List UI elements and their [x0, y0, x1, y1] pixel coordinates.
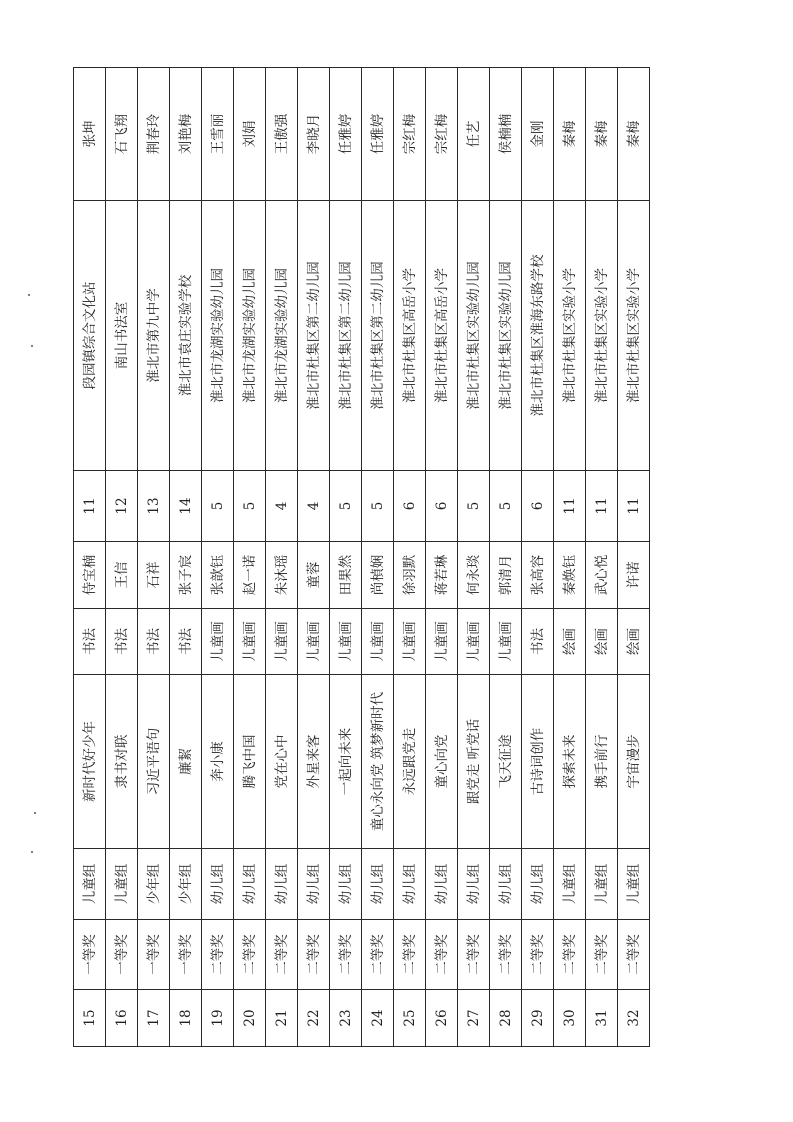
cell-title: 习近平语句 — [138, 675, 170, 849]
cell-unit: 淮北市第九中学 — [138, 201, 170, 471]
cell-title: 腾飞中国 — [234, 675, 266, 849]
cell-title: 奔小康 — [202, 675, 234, 849]
cell-title: 廉絜 — [170, 675, 202, 849]
cell-teacher: 刘娟 — [234, 68, 266, 201]
cell-author: 童蓉 — [298, 542, 330, 609]
table-row — [618, 68, 650, 1047]
cell-unit: 淮北市袁庄实验学校 — [170, 201, 202, 471]
cell-award: 二等奖 — [266, 920, 298, 990]
cell-unit: 淮北市龙湖实验幼儿园 — [266, 201, 298, 471]
cell-group: 儿童组 — [554, 849, 586, 920]
cell-author: 徐羽默 — [394, 542, 426, 609]
cell-author: 赵一诺 — [234, 542, 266, 609]
cell-title: 童心向党 — [426, 675, 458, 849]
cell-category: 儿童画 — [426, 609, 458, 675]
cell-age: 5 — [234, 471, 266, 542]
cell-author: 尚楨娴 — [362, 542, 394, 609]
table-row — [266, 68, 298, 1047]
cell-title: 跟党走 听党话 — [458, 675, 490, 849]
cell-teacher: 王傲强 — [266, 68, 298, 201]
cell-age: 4 — [298, 471, 330, 542]
cell-age: 14 — [170, 471, 202, 542]
cell-category: 书法 — [106, 609, 138, 675]
cell-award: 二等奖 — [618, 920, 650, 990]
table-row — [170, 68, 202, 1047]
cell-unit: 淮北市杜集区实验小学 — [586, 201, 618, 471]
cell-award: 二等奖 — [554, 920, 586, 990]
cell-author: 王信 — [106, 542, 138, 609]
cell-award: 二等奖 — [362, 920, 394, 990]
scan-speck — [31, 345, 33, 347]
cell-author: 张高容 — [522, 542, 554, 609]
cell-author: 秦焕钰 — [554, 542, 586, 609]
cell-teacher: 秦梅 — [554, 68, 586, 201]
cell-no: 16 — [106, 990, 138, 1047]
cell-title: 永远跟党走 — [394, 675, 426, 849]
cell-teacher: 任雅婷 — [362, 68, 394, 201]
table-row — [202, 68, 234, 1047]
cell-no: 29 — [522, 990, 554, 1047]
cell-category: 儿童画 — [202, 609, 234, 675]
cell-age: 12 — [106, 471, 138, 542]
cell-group: 幼儿组 — [330, 849, 362, 920]
scan-speck — [28, 294, 30, 296]
table-row — [138, 68, 170, 1047]
cell-unit: 南山书法室 — [106, 201, 138, 471]
cell-award: 二等奖 — [522, 920, 554, 990]
cell-award: 二等奖 — [298, 920, 330, 990]
cell-author: 武心悦 — [586, 542, 618, 609]
cell-no: 21 — [266, 990, 298, 1047]
cell-teacher: 荆春玲 — [138, 68, 170, 201]
table-row — [362, 68, 394, 1047]
cell-title: 古诗词创作 — [522, 675, 554, 849]
cell-award: 二等奖 — [234, 920, 266, 990]
cell-no: 25 — [394, 990, 426, 1047]
cell-teacher: 王雪丽 — [202, 68, 234, 201]
cell-no: 18 — [170, 990, 202, 1047]
cell-title: 隶书对联 — [106, 675, 138, 849]
cell-award: 一等奖 — [74, 920, 106, 990]
cell-age: 13 — [138, 471, 170, 542]
cell-title: 一起向未来 — [330, 675, 362, 849]
table-row — [554, 68, 586, 1047]
cell-group: 幼儿组 — [234, 849, 266, 920]
cell-teacher: 宗红梅 — [394, 68, 426, 201]
cell-title: 童心永向党 筑梦新时代 — [362, 675, 394, 849]
cell-teacher: 石飞翔 — [106, 68, 138, 201]
cell-no: 26 — [426, 990, 458, 1047]
cell-category: 书法 — [74, 609, 106, 675]
cell-group: 幼儿组 — [490, 849, 522, 920]
cell-unit: 淮北市龙湖实验幼儿园 — [234, 201, 266, 471]
cell-no: 23 — [330, 990, 362, 1047]
cell-age: 11 — [586, 471, 618, 542]
cell-category: 儿童画 — [330, 609, 362, 675]
scan-speck — [34, 812, 36, 814]
table-row — [522, 68, 554, 1047]
cell-group: 少年组 — [138, 849, 170, 920]
cell-category: 书法 — [522, 609, 554, 675]
table-row — [586, 68, 618, 1047]
cell-teacher: 李晓月 — [298, 68, 330, 201]
cell-teacher: 宗红梅 — [426, 68, 458, 201]
cell-unit: 淮北市龙湖实验幼儿园 — [202, 201, 234, 471]
cell-group: 幼儿组 — [394, 849, 426, 920]
cell-no: 27 — [458, 990, 490, 1047]
cell-award: 二等奖 — [458, 920, 490, 990]
cell-unit: 段园镇综合文化站 — [74, 201, 106, 471]
cell-award: 二等奖 — [490, 920, 522, 990]
cell-group: 幼儿组 — [458, 849, 490, 920]
table-row — [330, 68, 362, 1047]
cell-unit: 淮北市杜集区第二幼儿园 — [330, 201, 362, 471]
cell-author: 田果然 — [330, 542, 362, 609]
cell-age: 5 — [458, 471, 490, 542]
table-row — [394, 68, 426, 1047]
cell-category: 儿童画 — [394, 609, 426, 675]
cell-teacher: 秦梅 — [586, 68, 618, 201]
cell-title: 探索未来 — [554, 675, 586, 849]
cell-group: 少年组 — [170, 849, 202, 920]
cell-no: 19 — [202, 990, 234, 1047]
cell-category: 书法 — [170, 609, 202, 675]
cell-no: 22 — [298, 990, 330, 1047]
scan-speck — [31, 851, 33, 853]
cell-award: 二等奖 — [202, 920, 234, 990]
cell-author: 张子宸 — [170, 542, 202, 609]
cell-age: 6 — [522, 471, 554, 542]
cell-unit: 淮北市杜集区淮海东路学校 — [522, 201, 554, 471]
cell-no: 30 — [554, 990, 586, 1047]
cell-author: 石祥 — [138, 542, 170, 609]
cell-author: 许诺 — [618, 542, 650, 609]
cell-age: 6 — [426, 471, 458, 542]
cell-title: 外星来客 — [298, 675, 330, 849]
cell-group: 幼儿组 — [362, 849, 394, 920]
cell-no: 24 — [362, 990, 394, 1047]
cell-teacher: 侯楠楠 — [490, 68, 522, 201]
cell-category: 儿童画 — [234, 609, 266, 675]
cell-author: 何永琰 — [458, 542, 490, 609]
cell-age: 11 — [618, 471, 650, 542]
cell-teacher: 金刚 — [522, 68, 554, 201]
cell-title: 飞天征途 — [490, 675, 522, 849]
cell-group: 幼儿组 — [202, 849, 234, 920]
cell-author: 朱沐瑶 — [266, 542, 298, 609]
table-row — [426, 68, 458, 1047]
cell-category: 儿童画 — [362, 609, 394, 675]
cell-no: 20 — [234, 990, 266, 1047]
cell-unit: 淮北市杜集区第二幼儿园 — [362, 201, 394, 471]
cell-teacher: 任艺 — [458, 68, 490, 201]
cell-award: 二等奖 — [394, 920, 426, 990]
cell-award: 一等奖 — [170, 920, 202, 990]
cell-teacher: 张坤 — [74, 68, 106, 201]
cell-award: 二等奖 — [426, 920, 458, 990]
awards-table — [73, 67, 650, 1047]
cell-group: 儿童组 — [586, 849, 618, 920]
cell-age: 6 — [394, 471, 426, 542]
cell-author: 张歆钰 — [202, 542, 234, 609]
cell-title: 党在心中 — [266, 675, 298, 849]
cell-award: 二等奖 — [330, 920, 362, 990]
cell-no: 28 — [490, 990, 522, 1047]
cell-group: 儿童组 — [74, 849, 106, 920]
cell-category: 绘画 — [618, 609, 650, 675]
cell-no: 32 — [618, 990, 650, 1047]
cell-unit: 淮北市杜集区高岳小学 — [426, 201, 458, 471]
cell-age: 5 — [490, 471, 522, 542]
cell-unit: 淮北市杜集区实验小学 — [554, 201, 586, 471]
cell-unit: 淮北市杜集区实验小学 — [618, 201, 650, 471]
cell-title: 宇宙漫步 — [618, 675, 650, 849]
cell-age: 5 — [362, 471, 394, 542]
cell-unit: 淮北市杜集区实验幼儿园 — [458, 201, 490, 471]
table-row — [458, 68, 490, 1047]
cell-author: 郭清月 — [490, 542, 522, 609]
cell-group: 儿童组 — [618, 849, 650, 920]
cell-teacher: 任雅婷 — [330, 68, 362, 201]
cell-title: 新时代好少年 — [74, 675, 106, 849]
cell-category: 儿童画 — [298, 609, 330, 675]
cell-age: 4 — [266, 471, 298, 542]
cell-category: 儿童画 — [490, 609, 522, 675]
cell-unit: 淮北市杜集区高岳小学 — [394, 201, 426, 471]
cell-no: 17 — [138, 990, 170, 1047]
cell-group: 幼儿组 — [266, 849, 298, 920]
cell-category: 儿童画 — [458, 609, 490, 675]
table-row — [234, 68, 266, 1047]
cell-category: 绘画 — [586, 609, 618, 675]
table-body — [74, 68, 650, 1047]
cell-category: 儿童画 — [266, 609, 298, 675]
cell-unit: 淮北市杜集区实验幼儿园 — [490, 201, 522, 471]
cell-teacher: 秦梅 — [618, 68, 650, 201]
cell-group: 儿童组 — [106, 849, 138, 920]
cell-age: 5 — [202, 471, 234, 542]
cell-age: 11 — [74, 471, 106, 542]
cell-award: 一等奖 — [106, 920, 138, 990]
cell-unit: 淮北市杜集区第二幼儿园 — [298, 201, 330, 471]
cell-group: 幼儿组 — [426, 849, 458, 920]
cell-author: 蒋若琳 — [426, 542, 458, 609]
cell-no: 15 — [74, 990, 106, 1047]
cell-group: 幼儿组 — [298, 849, 330, 920]
cell-author: 侍宝楠 — [74, 542, 106, 609]
cell-category: 书法 — [138, 609, 170, 675]
cell-award: 二等奖 — [586, 920, 618, 990]
table-row — [106, 68, 138, 1047]
table-row — [298, 68, 330, 1047]
cell-group: 幼儿组 — [522, 849, 554, 920]
cell-category: 绘画 — [554, 609, 586, 675]
cell-age: 11 — [554, 471, 586, 542]
cell-title: 携手前行 — [586, 675, 618, 849]
cell-teacher: 刘艳梅 — [170, 68, 202, 201]
cell-award: 一等奖 — [138, 920, 170, 990]
table-row — [490, 68, 522, 1047]
cell-no: 31 — [586, 990, 618, 1047]
table-row — [74, 68, 106, 1047]
cell-age: 5 — [330, 471, 362, 542]
